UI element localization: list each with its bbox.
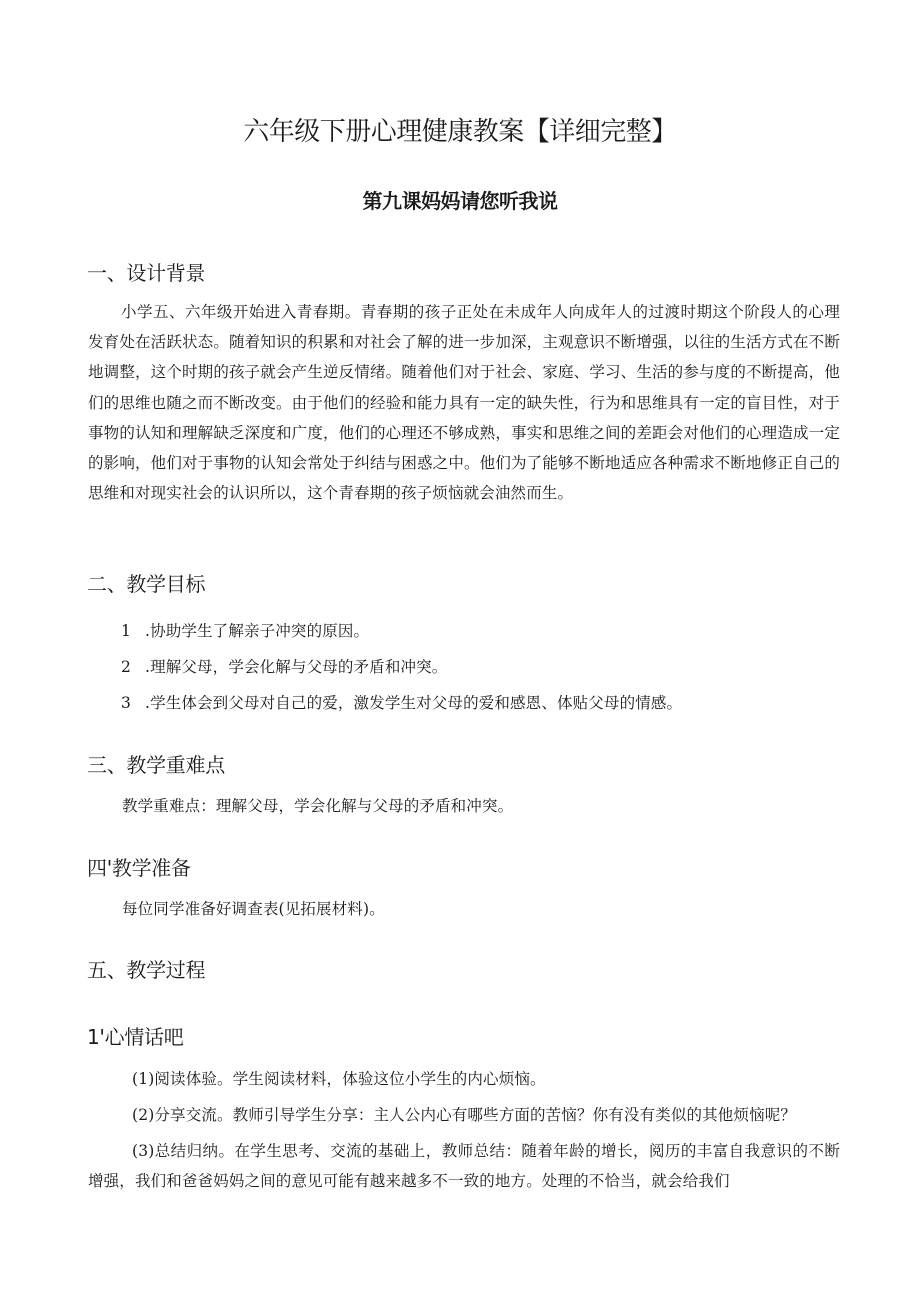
step-item: (1)阅读体验。学生阅读材料，体验这位小学生的内心烦恼。 [132, 1070, 546, 1088]
objective-text: .协助学生了解亲子冲突的原因。 [145, 622, 370, 640]
objective-number: 2 [121, 658, 132, 676]
subsection-heading-mood-talk: 1'心情话吧 [87, 1025, 184, 1049]
section-heading-key-points: 三、教学重难点 [87, 753, 225, 777]
step-item: (2)分享交流。教师引导学生分享：主人公内心有哪些方面的苦恼？你有没有类似的其他烦恼呢？ [132, 1106, 797, 1124]
objective-item [121, 652, 447, 682]
section-heading-objectives: 二、教学目标 [87, 572, 206, 596]
objective-item [121, 688, 682, 718]
section-heading-background: 一、设计背景 [87, 261, 206, 285]
objective-item [121, 616, 369, 646]
objective-number: 3 [121, 694, 132, 712]
preparation-text: 每位同学准备好调查表(见拓展材料)。 [122, 900, 385, 918]
document-title: 六年级下册心理健康教案【详细完整】 [243, 117, 677, 147]
summary-paragraph: (3)总结归纳。在学生思考、交流的基础上，教师总结：随着年龄的增长，阅历的丰富自我意识的不断增强，我们和爸爸妈妈之间的意见可能有越来越多不一致的地方。处理的不恰当，就会给我们 [88, 1142, 840, 1191]
lesson-subtitle: 第九课妈妈请您听我说 [362, 189, 558, 213]
objective-number: 1 [121, 622, 132, 640]
objective-text: .理解父母，学会化解与父母的矛盾和冲突。 [145, 658, 448, 676]
background-paragraph: 小学五、六年级开始进入青春期。青春期的孩子正处在未成年人向成年人的过渡时期这个阶段人的心理发育处在活跃状态。随着知识的积累和对社会了解的进一步加深，主观意识不断增强，以往的生活方式在不断地调整，这个时期的孩子就会产生逆反情绪。随着他们对于社会、家庭、学习、生活的参与度的不断提高，他们的思维也随之而不断改变。由于他们的经验和能力具有一定的缺失性，行为和思维具有一定的盲目性，对于事物的认知和理解缺乏深度和广度，他们的心理还不够成熟，事实和思维之间的差距会对他们的心理造成一定的影响，他们对于事物的认知会常处于纠结与困惑之中。他们为了能够不断地适应各种需求不断地修正自己的思维和对现实社会的认识所以，这个青春期的孩子烦恼就会油然而生。 [88, 303, 840, 503]
objective-text: .学生体会到父母对自己的爱，激发学生对父母的爱和感恩、体贴父母的情感。 [145, 694, 683, 712]
section-heading-preparation: 四'教学准备 [87, 856, 191, 880]
key-points-text: 教学重难点：理解父母，学会化解与父母的矛盾和冲突。 [122, 797, 514, 815]
section-heading-process: 五、教学过程 [87, 958, 206, 982]
